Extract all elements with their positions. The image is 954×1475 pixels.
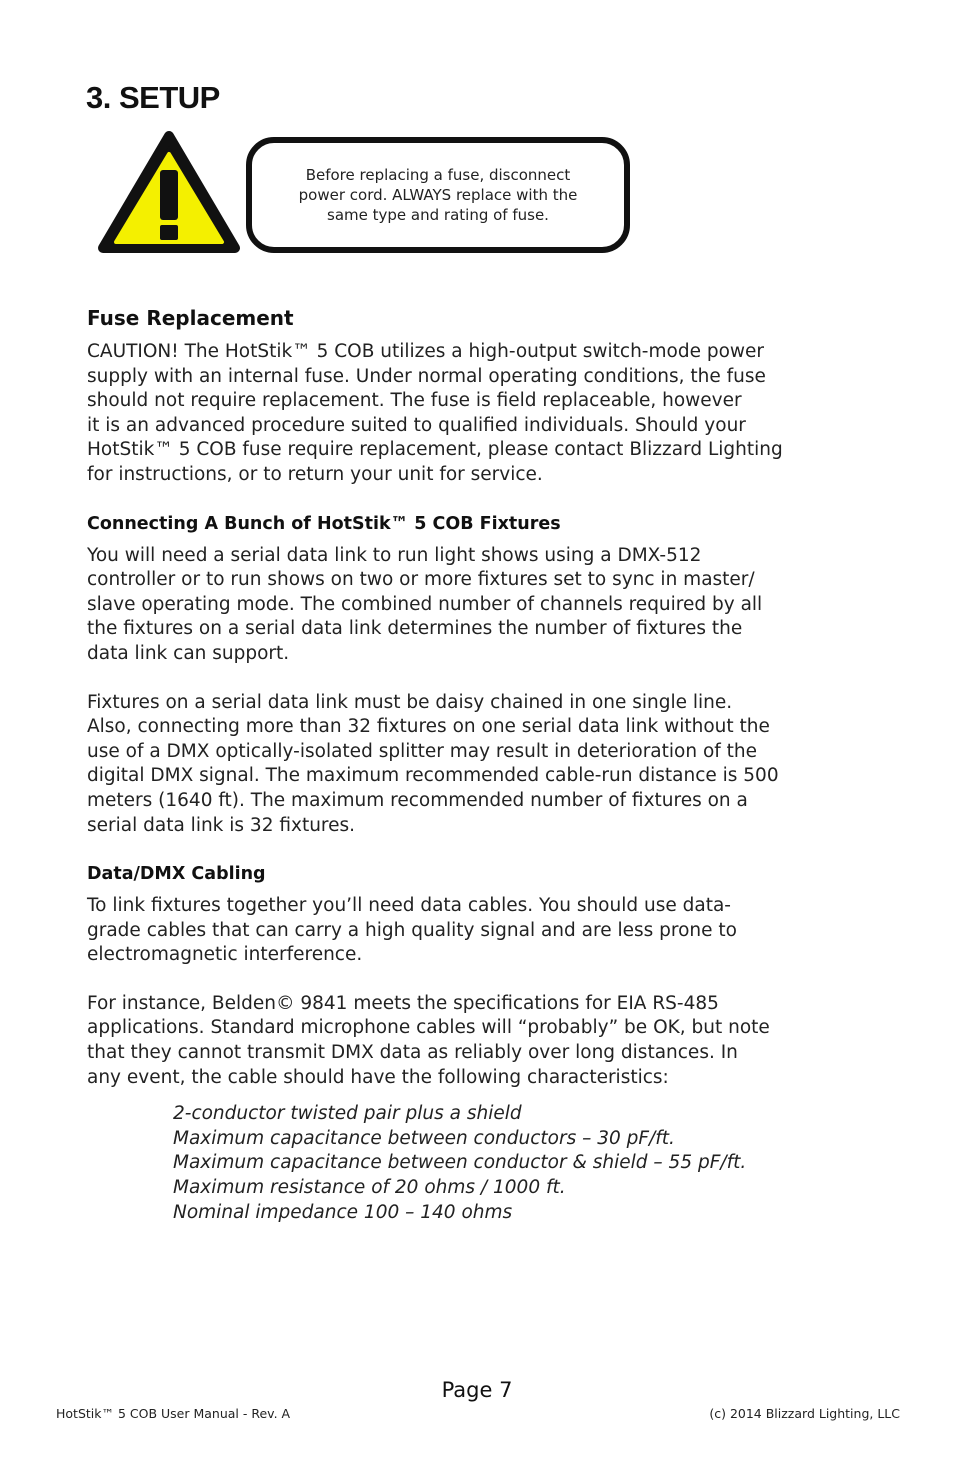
cable-spec-item: Maximum capacitance between conductors – 30 pF/ft. [173,1127,675,1149]
connecting-fixtures-text-2: Fixtures on a serial data link must be daisy chained in one single line. Also, connecting more than 32 fixtures on one serial data link without the use of a DMX optically-isolated splitter may result in deterioration of the digital DMX signal. The maximum recommended cable-run distance is 500 meters (1640 ft). The maximum recommended number of fixtures on a serial data link is 32 fixtures. [87,691,779,836]
cable-spec-item: 2-conductor twisted pair plus a shield [173,1103,522,1125]
cable-spec-item: Nominal impedance 100 – 140 ohms [173,1201,513,1223]
footer-manual-title: HotStik™ 5 COB User Manual - Rev. A [56,1406,291,1421]
connecting-fixtures-text-1: You will need a serial data link to run light shows using a DMX-512 controller or to run shows on two or more fixtures set to sync in master/ slave operating mode. The combined number of channels required by all the fixtures on a serial data link determines the number of fixtures the data link can support. [87,544,763,664]
cable-spec-item: Maximum capacitance between conductor & shield – 55 pF/ft. [173,1152,747,1174]
footer-copyright: (c) 2014 Blizzard Lighting, LLC [709,1406,900,1421]
fuse-replacement-text: CAUTION! The HotStik™ 5 COB utilizes a high-output switch-mode power supply with an internal fuse. Under normal operating conditions, the fuse should not require replacement. The fuse is field replaceable, however it is an advanced procedure suited to qualified individuals. Should your HotStik™ 5 COB fuse require replacement, please contact Blizzard Lighting for instructions, or to return your unit for service. [87,341,783,485]
dmx-cabling-text-2: For instance, Belden© 9841 meets the specifications for EIA RS-485 applications. Standard microphone cables will “probably” be OK, but note that they cannot transmit DMX data as reliably over long distances. In any event, the cable should have the following characteristics: [87,992,770,1088]
page-title: 3. SETUP [86,80,220,115]
main-content [87,306,887,1225]
warning-triangle-icon [96,130,242,258]
warning-text: Before replacing a fuse, disconnect power cord. ALWAYS replace with the same type and rating of fuse. [298,166,578,224]
connecting-fixtures-heading: Connecting A Bunch of HotStik™ 5 COB Fixtures [87,513,561,534]
page-number: Page 7 [441,1378,513,1402]
cable-spec-item: Maximum resistance of 20 ohms / 1000 ft. [173,1177,566,1199]
dmx-cabling-heading: Data/DMX Cabling [87,864,266,885]
dmx-cabling-text-1: To link fixtures together you’ll need data cables. You should use data- grade cables that can carry a high quality signal and are less prone to electromagnetic interference. [87,895,737,966]
fuse-replacement-heading: Fuse Replacement [87,306,294,330]
cable-spec-list [173,1102,887,1225]
warning-callout [246,137,630,253]
